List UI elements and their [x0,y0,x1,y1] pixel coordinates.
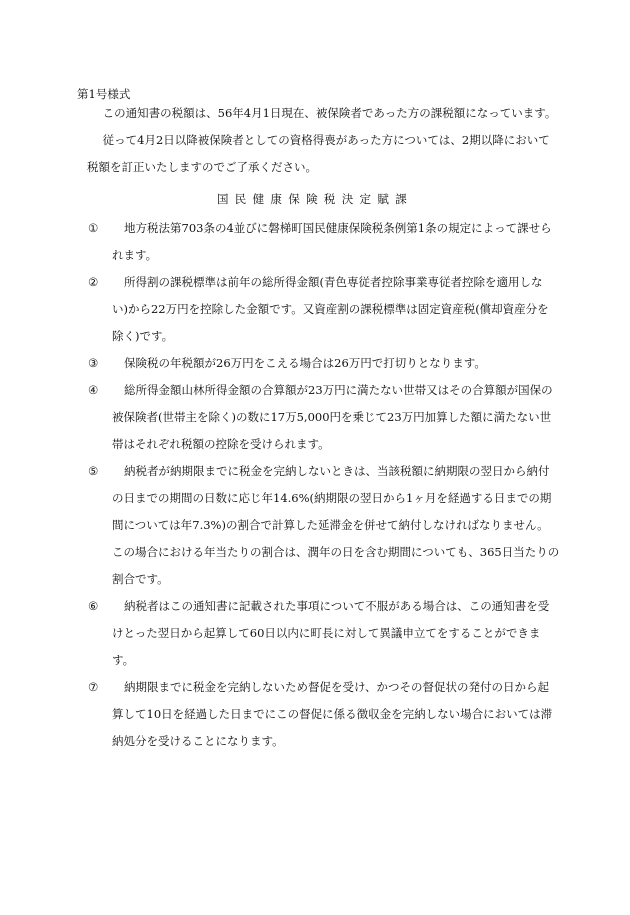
item-number: ⑤ [88,464,99,478]
item-line: 除く)です。 [112,329,174,343]
list-item [88,350,563,377]
item-list [88,215,563,755]
list-item [88,674,563,755]
item-number: ⑦ [88,680,99,694]
intro-section [87,100,560,181]
item-text [112,215,563,269]
form-number: 第1号様式 [77,87,131,101]
item-line: 所得割の課税標準は前年の総所得金額(青色専従者控除事業専従者控除を適用しな [124,275,543,289]
list-item [88,215,563,269]
item-text [112,458,563,593]
item-text [112,377,563,458]
intro-line: 従って4月2日以降被保険者としての資格得喪があった方については、2期以降において [102,133,550,147]
item-line: 算して10日を経過した日までにこの督促に係る徴収金を完納しない場合においては滞 [112,707,553,721]
item-line: 総所得金額山林所得金額の合算額が23万円に満たない世帯又はその合算額が国保の [124,383,553,397]
item-text [112,674,563,755]
item-line: 保険税の年税額が26万円をこえる場合は26万円で打切りとなります。 [124,356,486,370]
item-line: す。 [112,653,135,667]
intro-line: 税額を訂正いたしますのでご了承ください。 [87,160,317,174]
item-number: ④ [88,383,99,397]
item-line: れます。 [112,248,158,262]
item-text [112,269,563,350]
intro-paragraph-1 [90,100,560,127]
item-line: この場合における年当たりの割合は、潤年の日を含む期間についても、365日当たりの [112,545,560,559]
list-item [88,377,563,458]
item-line: の日までの期間の日数に応じ年14.6%(納期限の翌日から1ヶ月を経過する日までの期 [112,491,552,505]
intro-paragraph-2-cont [87,154,560,181]
item-line: 被保険者(世帯主を除く)の数に17万5,000円を乗じて23万円加算した額に満たない世 [112,410,552,424]
item-line: けとった翌日から起算して60日以内に町長に対して異議申立てをすることができま [112,626,541,640]
item-number: ② [88,275,99,289]
item-line: 納税者はこの通知書に記載された事項について不服がある場合は、この通知書を受 [124,599,550,613]
item-line: 間については年7.3%)の割合で計算した延滞金を併せて納付しなければなりません。 [112,518,549,532]
list-item [88,593,563,674]
item-line: 納処分を受けることになります。 [112,734,284,748]
item-line: い)から22万円を控除した金額です。又資産割の課税標準は固定資産税(償却資産分を [112,302,549,316]
item-number: ③ [88,356,99,370]
item-number: ① [88,221,99,235]
document-title: 国民健康保険税決定賦課 [216,192,414,206]
item-text [112,593,563,674]
list-item [88,458,563,593]
item-line: 納税者が納期限までに税金を完納しないときは、当該税額に納期限の翌日から納付 [124,464,550,478]
item-line: 割合です。 [112,572,169,586]
intro-paragraph-2 [90,127,560,154]
intro-line: この通知書の税額は、56年4月1日現在、被保険者であった方の課税額になっています。 [102,106,557,120]
item-line: 地方税法第703条の4並びに磐梯町国民健康保険税条例第1条の規定によって課せら [124,221,552,235]
item-line: 納期限までに税金を完納しないため督促を受け、かつその督促状の発付の日から起 [124,680,550,694]
item-number: ⑥ [88,599,99,613]
list-item [88,269,563,350]
item-line: 帯はそれぞれ税額の控除を受けられます。 [112,437,330,451]
item-text [112,350,563,377]
